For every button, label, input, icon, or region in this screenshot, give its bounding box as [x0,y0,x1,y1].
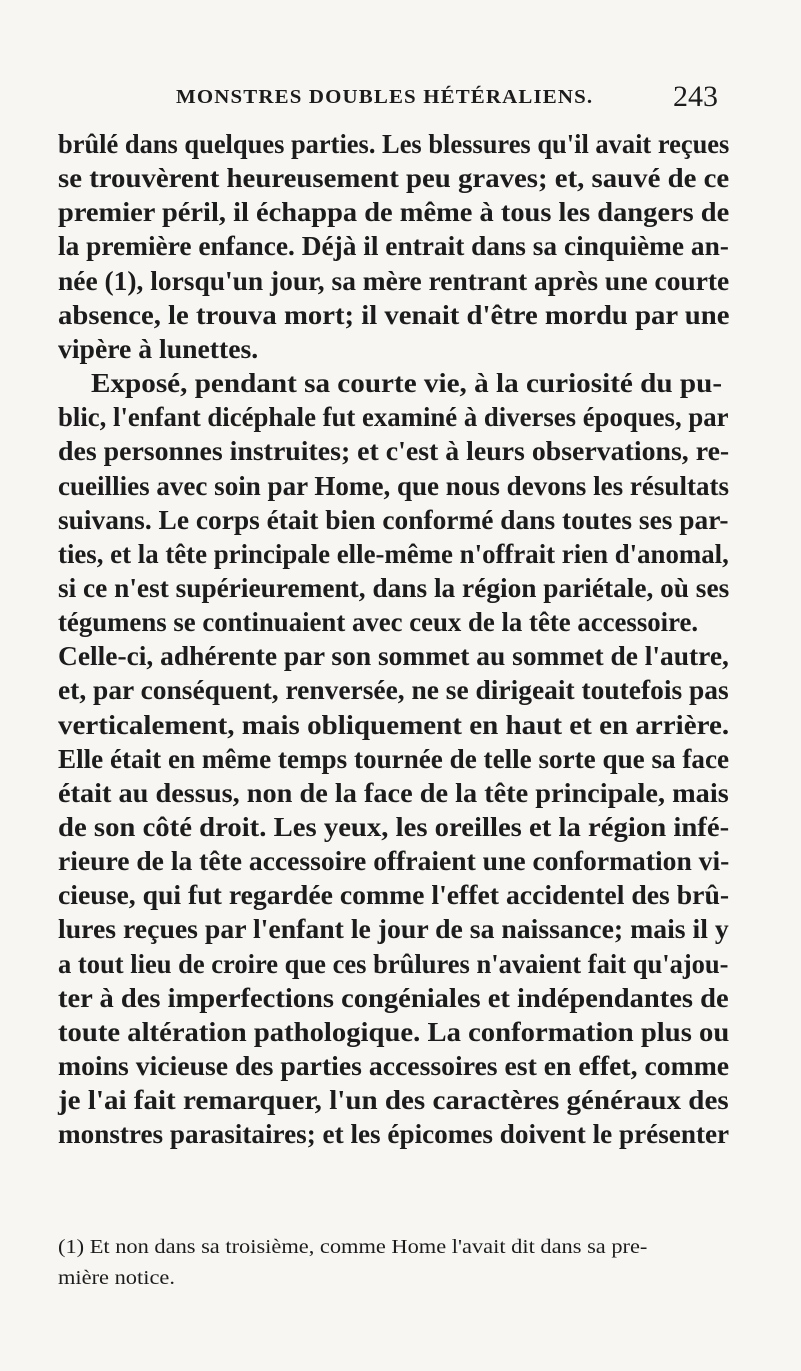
footnote-line: mière notice. [58,1267,175,1289]
text-line: si ce n'est supérieurement, dans la région pariétale, où ses [58,572,730,603]
text-line: blic, l'enfant dicéphale fut examiné à diverses époques, par [58,402,729,433]
text-line: lures reçues par l'enfant le jour de sa naissance; mais il y [58,914,729,945]
text-line: se trouvèrent heureusement peu graves; et, sauvé de ce [58,163,730,194]
text-line: moins vicieuse des parties accessoires est en effet, comme [58,1051,730,1082]
text-line: monstres parasitaires; et les épicomes doivent le présenter [58,1119,730,1150]
page-number: 243 [673,80,718,113]
text-line: ter à des imperfections congéniales et indépendantes de [58,982,729,1013]
text-line: rieure de la tête accessoire offraient une conformation vi- [58,846,730,877]
running-header [176,78,718,114]
text-line: des personnes instruites; et c'est à leurs observations, re- [58,436,730,467]
text-line: cieuse, qui fut regardée comme l'effet accidentel des brû- [58,880,730,911]
text-line: vipère à lunettes. [58,333,259,364]
text-line: toute altération pathologique. La conformation plus ou [58,1016,730,1047]
text-line: suivans. Le corps était bien conformé dans toutes ses par- [58,504,729,535]
running-title: MONSTRES DOUBLES HÉTÉRALIENS. [176,86,594,108]
text-line: née (1), lorsqu'un jour, sa mère rentrant après une courte [58,265,730,296]
text-line: Exposé, pendant sa courte vie, à la curiosité du pu- [91,368,723,399]
text-line: premier péril, il échappa de même à tous les dangers de [58,197,730,228]
text-line: Celle-ci, adhérente par son sommet au sommet de l'autre, [58,641,729,672]
text-line: je l'ai fait remarquer, l'un des caractères généraux des [58,1085,729,1116]
text-line: a tout lieu de croire que ces brûlures n'avaient fait qu'ajou- [58,948,729,979]
text-line: la première enfance. Déjà il entrait dans sa cinquième an- [58,231,729,262]
text-line: verticalement, mais obliquement en haut et en arrière. [58,709,730,740]
text-line: de son côté droit. Les yeux, les oreilles et la région infé- [58,812,730,842]
text-line: était au dessus, non de la face de la tête principale, mais [58,777,729,808]
text-line: absence, le trouva mort; il venait d'être mordu par une [58,299,730,330]
text-line: Elle était en même temps tournée de telle sorte que sa face [58,743,730,774]
footnote-line: (1) Et non dans sa troisième, comme Home l'avait dit dans sa pre- [58,1236,648,1258]
text-line: tégumens se continuaient avec ceux de la tête accessoire. [58,607,699,638]
text-line: et, par conséquent, renversée, ne se dirigeait toutefois pas [58,675,729,706]
text-line: ties, et la tête principale elle-même n'offrait rien d'anomal, [58,538,729,569]
text-line: brûlé dans quelques parties. Les blessures qu'il avait reçues [58,129,730,159]
text-line: cueillies avec soin par Home, que nous devons les résultats [58,470,730,501]
